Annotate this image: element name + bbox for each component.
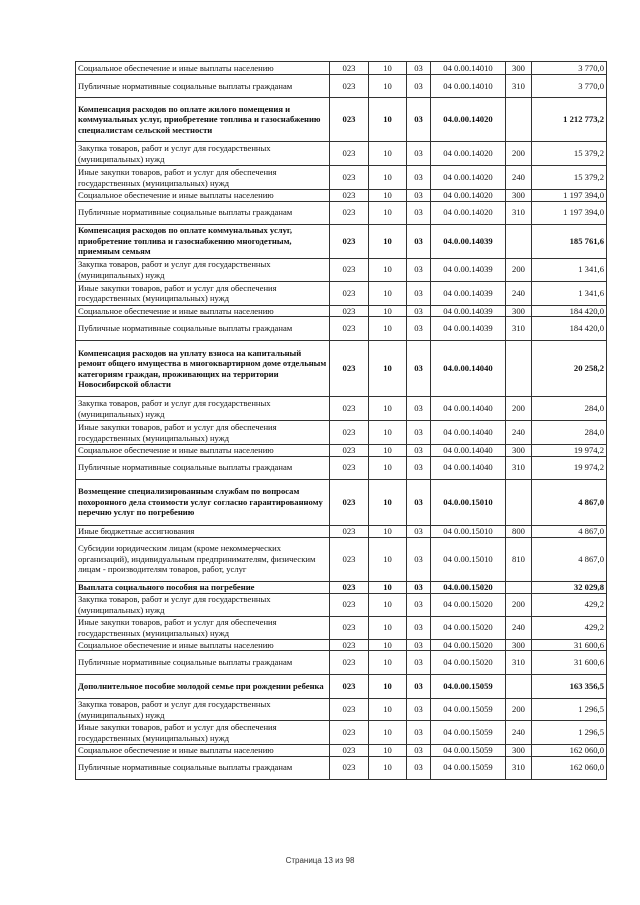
row-amount: 31 600,6 — [532, 651, 607, 675]
row-section: 10 — [369, 281, 407, 305]
row-gr-code: 023 — [330, 421, 369, 445]
table-row — [76, 616, 607, 639]
row-amount: 163 356,5 — [532, 675, 607, 699]
row-subsection: 03 — [407, 616, 431, 639]
row-target-article: 04.0.00.14039 — [431, 224, 506, 258]
table-row — [76, 699, 607, 721]
row-name: Закупка товаров, работ и услуг для государственных (муниципальных) нужд — [76, 699, 330, 721]
row-expense-type: 300 — [506, 190, 532, 202]
row-section: 10 — [369, 421, 407, 445]
row-subsection: 03 — [407, 675, 431, 699]
table-row — [76, 593, 607, 616]
row-name: Социальное обеспечение и иные выплаты населению — [76, 639, 330, 651]
row-name: Социальное обеспечение и иные выплаты населению — [76, 62, 330, 75]
budget-table-body — [76, 62, 607, 780]
row-gr-code: 023 — [330, 456, 369, 479]
row-target-article: 04 0.00.15059 — [431, 745, 506, 757]
table-row — [76, 421, 607, 445]
row-expense-type: 300 — [506, 62, 532, 75]
row-subsection: 03 — [407, 651, 431, 675]
row-gr-code: 023 — [330, 699, 369, 721]
table-row — [76, 745, 607, 757]
row-subsection: 03 — [407, 397, 431, 421]
row-amount: 1 296,5 — [532, 721, 607, 745]
row-name: Публичные нормативные социальные выплаты гражданам — [76, 201, 330, 224]
row-name: Публичные нормативные социальные выплаты гражданам — [76, 317, 330, 341]
row-subsection: 03 — [407, 258, 431, 281]
row-section: 10 — [369, 756, 407, 779]
row-section: 10 — [369, 190, 407, 202]
row-target-article: 04 0.00.14020 — [431, 190, 506, 202]
row-section: 10 — [369, 537, 407, 581]
row-name: Иные закупки товаров, работ и услуг для обеспечения государственных (муниципальных) нужд — [76, 166, 330, 190]
row-expense-type — [506, 98, 532, 142]
row-expense-type: 300 — [506, 445, 532, 457]
page-number: Страница 13 из 98 — [285, 856, 355, 865]
row-subsection: 03 — [407, 201, 431, 224]
table-row — [76, 224, 607, 258]
row-target-article: 04 0.00.14040 — [431, 421, 506, 445]
row-gr-code: 023 — [330, 745, 369, 757]
row-subsection: 03 — [407, 305, 431, 317]
row-name: Компенсация расходов по оплате коммунальных услуг, приобретение топлива и газоснабжению многодетным, приемным семьям — [76, 224, 330, 258]
row-amount: 32 029,8 — [532, 581, 607, 593]
row-section: 10 — [369, 317, 407, 341]
row-section: 10 — [369, 341, 407, 397]
row-target-article: 04 0.00.15059 — [431, 721, 506, 745]
row-gr-code: 023 — [330, 317, 369, 341]
row-section: 10 — [369, 258, 407, 281]
row-name: Публичные нормативные социальные выплаты гражданам — [76, 756, 330, 779]
row-section: 10 — [369, 201, 407, 224]
row-gr-code: 023 — [330, 258, 369, 281]
row-amount: 1 341,6 — [532, 258, 607, 281]
row-name: Публичные нормативные социальные выплаты гражданам — [76, 456, 330, 479]
row-gr-code: 023 — [330, 190, 369, 202]
row-amount: 4 867,0 — [532, 537, 607, 581]
row-gr-code: 023 — [330, 166, 369, 190]
row-amount: 429,2 — [532, 616, 607, 639]
row-expense-type — [506, 581, 532, 593]
row-expense-type: 310 — [506, 75, 532, 98]
row-target-article: 04 0.00.14040 — [431, 456, 506, 479]
row-amount: 19 974,2 — [532, 456, 607, 479]
row-subsection: 03 — [407, 341, 431, 397]
row-subsection: 03 — [407, 745, 431, 757]
row-gr-code: 023 — [330, 201, 369, 224]
row-section: 10 — [369, 98, 407, 142]
table-row — [76, 98, 607, 142]
row-expense-type: 300 — [506, 745, 532, 757]
row-section: 10 — [369, 675, 407, 699]
row-target-article: 04 0.00.14039 — [431, 281, 506, 305]
row-expense-type: 310 — [506, 756, 532, 779]
row-amount: 184 420,0 — [532, 305, 607, 317]
table-row — [76, 651, 607, 675]
row-section: 10 — [369, 525, 407, 537]
row-expense-type — [506, 479, 532, 525]
row-section: 10 — [369, 445, 407, 457]
row-target-article: 04 0.00.15010 — [431, 525, 506, 537]
row-subsection: 03 — [407, 75, 431, 98]
row-subsection: 03 — [407, 224, 431, 258]
row-target-article: 04 0.00.15020 — [431, 651, 506, 675]
row-section: 10 — [369, 75, 407, 98]
row-target-article: 04 0.00.15059 — [431, 699, 506, 721]
row-section: 10 — [369, 62, 407, 75]
row-amount: 284,0 — [532, 397, 607, 421]
row-target-article: 04.0.00.15020 — [431, 581, 506, 593]
row-subsection: 03 — [407, 62, 431, 75]
table-row — [76, 537, 607, 581]
row-gr-code: 023 — [330, 593, 369, 616]
row-subsection: 03 — [407, 281, 431, 305]
row-gr-code: 023 — [330, 581, 369, 593]
row-gr-code: 023 — [330, 721, 369, 745]
row-name: Закупка товаров, работ и услуг для государственных (муниципальных) нужд — [76, 142, 330, 166]
row-section: 10 — [369, 224, 407, 258]
row-name: Иные бюджетные ассигнования — [76, 525, 330, 537]
row-target-article: 04 0.00.14040 — [431, 397, 506, 421]
row-gr-code: 023 — [330, 525, 369, 537]
table-row — [76, 397, 607, 421]
row-gr-code: 023 — [330, 62, 369, 75]
row-section: 10 — [369, 479, 407, 525]
row-gr-code: 023 — [330, 639, 369, 651]
row-amount: 1 296,5 — [532, 699, 607, 721]
row-amount: 162 060,0 — [532, 745, 607, 757]
table-row — [76, 75, 607, 98]
row-target-article: 04.0.00.15010 — [431, 479, 506, 525]
row-target-article: 04.0.00.15059 — [431, 675, 506, 699]
row-expense-type — [506, 675, 532, 699]
row-subsection: 03 — [407, 98, 431, 142]
row-name: Социальное обеспечение и иные выплаты населению — [76, 445, 330, 457]
row-name: Иные закупки товаров, работ и услуг для обеспечения государственных (муниципальных) нужд — [76, 421, 330, 445]
row-subsection: 03 — [407, 721, 431, 745]
row-gr-code: 023 — [330, 305, 369, 317]
row-amount: 284,0 — [532, 421, 607, 445]
row-expense-type: 240 — [506, 421, 532, 445]
row-subsection: 03 — [407, 525, 431, 537]
row-amount: 185 761,6 — [532, 224, 607, 258]
table-row — [76, 201, 607, 224]
row-target-article: 04 0.00.14039 — [431, 258, 506, 281]
row-subsection: 03 — [407, 479, 431, 525]
row-subsection: 03 — [407, 537, 431, 581]
table-row — [76, 639, 607, 651]
row-subsection: 03 — [407, 317, 431, 341]
row-expense-type: 240 — [506, 721, 532, 745]
row-expense-type: 810 — [506, 537, 532, 581]
table-row — [76, 525, 607, 537]
row-target-article: 04 0.00.14020 — [431, 201, 506, 224]
row-gr-code: 023 — [330, 445, 369, 457]
row-gr-code: 023 — [330, 75, 369, 98]
row-section: 10 — [369, 745, 407, 757]
row-name: Выплата социального пособия на погребение — [76, 581, 330, 593]
row-amount: 4 867,0 — [532, 525, 607, 537]
row-target-article: 04 0.00.14010 — [431, 62, 506, 75]
row-name: Социальное обеспечение и иные выплаты населению — [76, 745, 330, 757]
row-subsection: 03 — [407, 421, 431, 445]
row-name: Иные закупки товаров, работ и услуг для обеспечения государственных (муниципальных) нужд — [76, 721, 330, 745]
row-name: Возмещение специализированным службам по вопросам похоронного дела стоимости услуг согласно гарантированному перечню услуг по погребению — [76, 479, 330, 525]
row-subsection: 03 — [407, 445, 431, 457]
row-section: 10 — [369, 651, 407, 675]
row-gr-code: 023 — [330, 756, 369, 779]
row-gr-code: 023 — [330, 281, 369, 305]
row-expense-type: 300 — [506, 305, 532, 317]
row-target-article: 04 0.00.15020 — [431, 593, 506, 616]
row-target-article: 04.0.00.14020 — [431, 98, 506, 142]
row-amount: 15 379,2 — [532, 166, 607, 190]
row-amount: 1 197 394,0 — [532, 201, 607, 224]
row-gr-code: 023 — [330, 98, 369, 142]
row-expense-type: 200 — [506, 142, 532, 166]
table-row — [76, 281, 607, 305]
row-section: 10 — [369, 166, 407, 190]
row-name: Социальное обеспечение и иные выплаты населению — [76, 190, 330, 202]
row-target-article: 04 0.00.15010 — [431, 537, 506, 581]
row-expense-type — [506, 341, 532, 397]
row-subsection: 03 — [407, 593, 431, 616]
table-row — [76, 190, 607, 202]
table-row — [76, 341, 607, 397]
row-target-article: 04 0.00.14039 — [431, 317, 506, 341]
row-name: Публичные нормативные социальные выплаты гражданам — [76, 651, 330, 675]
row-subsection: 03 — [407, 699, 431, 721]
row-amount: 20 258,2 — [532, 341, 607, 397]
row-subsection: 03 — [407, 142, 431, 166]
row-expense-type: 310 — [506, 456, 532, 479]
row-amount: 19 974,2 — [532, 445, 607, 457]
row-section: 10 — [369, 616, 407, 639]
table-row — [76, 721, 607, 745]
row-target-article: 04 0.00.14020 — [431, 166, 506, 190]
row-section: 10 — [369, 581, 407, 593]
row-gr-code: 023 — [330, 479, 369, 525]
table-row — [76, 756, 607, 779]
row-name: Публичные нормативные социальные выплаты гражданам — [76, 75, 330, 98]
row-amount: 1 197 394,0 — [532, 190, 607, 202]
row-name: Компенсация расходов на уплату взноса на капитальный ремонт общего имущества в многоквартирном доме отдельным категориям граждан, проживающих на территории Новосибирской области — [76, 341, 330, 397]
row-section: 10 — [369, 721, 407, 745]
row-gr-code: 023 — [330, 142, 369, 166]
row-name: Закупка товаров, работ и услуг для государственных (муниципальных) нужд — [76, 258, 330, 281]
row-subsection: 03 — [407, 190, 431, 202]
row-name: Закупка товаров, работ и услуг для государственных (муниципальных) нужд — [76, 397, 330, 421]
row-name: Иные закупки товаров, работ и услуг для обеспечения государственных (муниципальных) нужд — [76, 616, 330, 639]
row-expense-type: 310 — [506, 651, 532, 675]
table-row — [76, 456, 607, 479]
row-expense-type: 200 — [506, 397, 532, 421]
row-amount: 184 420,0 — [532, 317, 607, 341]
row-section: 10 — [369, 456, 407, 479]
row-subsection: 03 — [407, 639, 431, 651]
row-section: 10 — [369, 593, 407, 616]
row-gr-code: 023 — [330, 397, 369, 421]
row-gr-code: 023 — [330, 651, 369, 675]
row-target-article: 04 0.00.14010 — [431, 75, 506, 98]
row-name: Субсидии юридическим лицам (кроме некоммерческих организаций), индивидуальным предпринимателям, физическим лицам - производителям товаров, работ, услуг — [76, 537, 330, 581]
row-subsection: 03 — [407, 756, 431, 779]
budget-table — [75, 61, 607, 780]
table-row — [76, 317, 607, 341]
row-gr-code: 023 — [330, 537, 369, 581]
row-amount: 3 770,0 — [532, 75, 607, 98]
row-expense-type: 200 — [506, 258, 532, 281]
row-amount: 429,2 — [532, 593, 607, 616]
table-row — [76, 258, 607, 281]
row-name: Иные закупки товаров, работ и услуг для обеспечения государственных (муниципальных) нужд — [76, 281, 330, 305]
table-row — [76, 305, 607, 317]
row-name: Социальное обеспечение и иные выплаты населению — [76, 305, 330, 317]
row-gr-code: 023 — [330, 675, 369, 699]
table-row — [76, 62, 607, 75]
table-row — [76, 581, 607, 593]
row-subsection: 03 — [407, 581, 431, 593]
row-amount: 1 212 773,2 — [532, 98, 607, 142]
row-amount: 15 379,2 — [532, 142, 607, 166]
row-gr-code: 023 — [330, 341, 369, 397]
table-row — [76, 166, 607, 190]
row-amount: 162 060,0 — [532, 756, 607, 779]
row-target-article: 04.0.00.14040 — [431, 341, 506, 397]
row-amount: 31 600,6 — [532, 639, 607, 651]
row-target-article: 04 0.00.14040 — [431, 445, 506, 457]
row-subsection: 03 — [407, 166, 431, 190]
row-expense-type: 310 — [506, 201, 532, 224]
table-row — [76, 445, 607, 457]
row-expense-type: 310 — [506, 317, 532, 341]
row-target-article: 04 0.00.14039 — [431, 305, 506, 317]
row-expense-type — [506, 224, 532, 258]
row-target-article: 04 0.00.14020 — [431, 142, 506, 166]
row-expense-type: 240 — [506, 166, 532, 190]
row-amount: 1 341,6 — [532, 281, 607, 305]
table-row — [76, 142, 607, 166]
row-amount: 4 867,0 — [532, 479, 607, 525]
row-section: 10 — [369, 397, 407, 421]
row-target-article: 04 0.00.15059 — [431, 756, 506, 779]
row-section: 10 — [369, 142, 407, 166]
row-expense-type: 240 — [506, 281, 532, 305]
row-subsection: 03 — [407, 456, 431, 479]
row-name: Компенсация расходов по оплате жилого помещения и коммунальных услуг, приобретение топлива и газоснабжению специалистам сельской местности — [76, 98, 330, 142]
row-name: Закупка товаров, работ и услуг для государственных (муниципальных) нужд — [76, 593, 330, 616]
table-row — [76, 479, 607, 525]
row-target-article: 04 0.00.15020 — [431, 639, 506, 651]
row-expense-type: 800 — [506, 525, 532, 537]
row-expense-type: 240 — [506, 616, 532, 639]
row-expense-type: 200 — [506, 593, 532, 616]
row-name: Дополнительное пособие молодой семье при рождении ребенка — [76, 675, 330, 699]
row-section: 10 — [369, 639, 407, 651]
table-row — [76, 675, 607, 699]
row-expense-type: 200 — [506, 699, 532, 721]
row-section: 10 — [369, 305, 407, 317]
row-gr-code: 023 — [330, 224, 369, 258]
row-target-article: 04 0.00.15020 — [431, 616, 506, 639]
row-amount: 3 770,0 — [532, 62, 607, 75]
row-expense-type: 300 — [506, 639, 532, 651]
row-section: 10 — [369, 699, 407, 721]
row-gr-code: 023 — [330, 616, 369, 639]
